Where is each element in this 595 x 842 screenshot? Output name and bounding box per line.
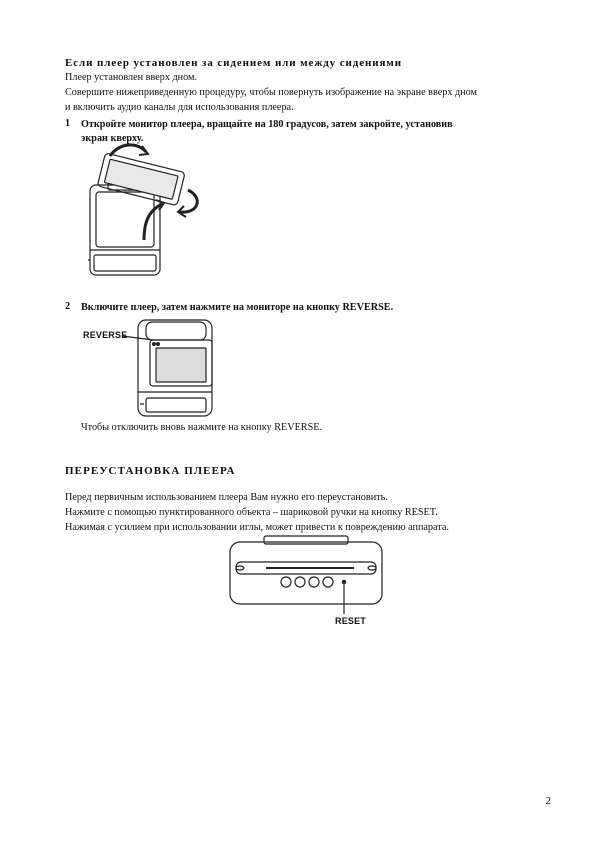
step-1-number: 1 [65,118,71,129]
reset-button-illustration [226,536,386,611]
rotate-monitor-illustration [80,140,210,290]
section-heading-seat-mount: Если плеер установлен за сидением или между сидениями [65,57,402,69]
intro-line-3: и включить аудио каналы для использования плеера. [65,102,294,113]
reverse-note: Чтобы отключить вновь нажмите на кнопку REVERSE. [81,422,323,433]
step-1-text-line-1: Откройте монитор плеера, вращайте на 180 градусов, затем закройте, установив [81,119,453,130]
step-2-number: 2 [65,301,71,312]
step-1-text-line-2: экран кверху. [81,133,144,144]
reset-callout-label: RESET [335,616,367,626]
reverse-callout-label: REVERSE [83,330,128,340]
section-heading-reset: ПЕРЕУСТАНОВКА ПЛЕЕРА [65,465,236,477]
reset-line-3: Нажимая с усилием при использовании иглы, может привести к повреждению аппарата. [65,522,449,533]
step-2-text: Включите плеер, затем нажмите на мониторе на кнопку REVERSE. [81,302,394,313]
reset-line-2: Нажмите с помощью пунктированного объекта – шариковой ручки на кнопку RESET. [65,507,438,518]
reverse-button-illustration [120,318,215,423]
reset-line-1: Перед первичным использованием плеера Вам нужно его переустановить. [65,492,388,503]
intro-line-1: Плеер установлен вверх дном. [65,72,198,83]
intro-line-2: Совершите нижеприведенную процедуру, чтобы повернуть изображение на экране вверх дном [65,87,477,98]
page-number: 2 [545,795,551,807]
